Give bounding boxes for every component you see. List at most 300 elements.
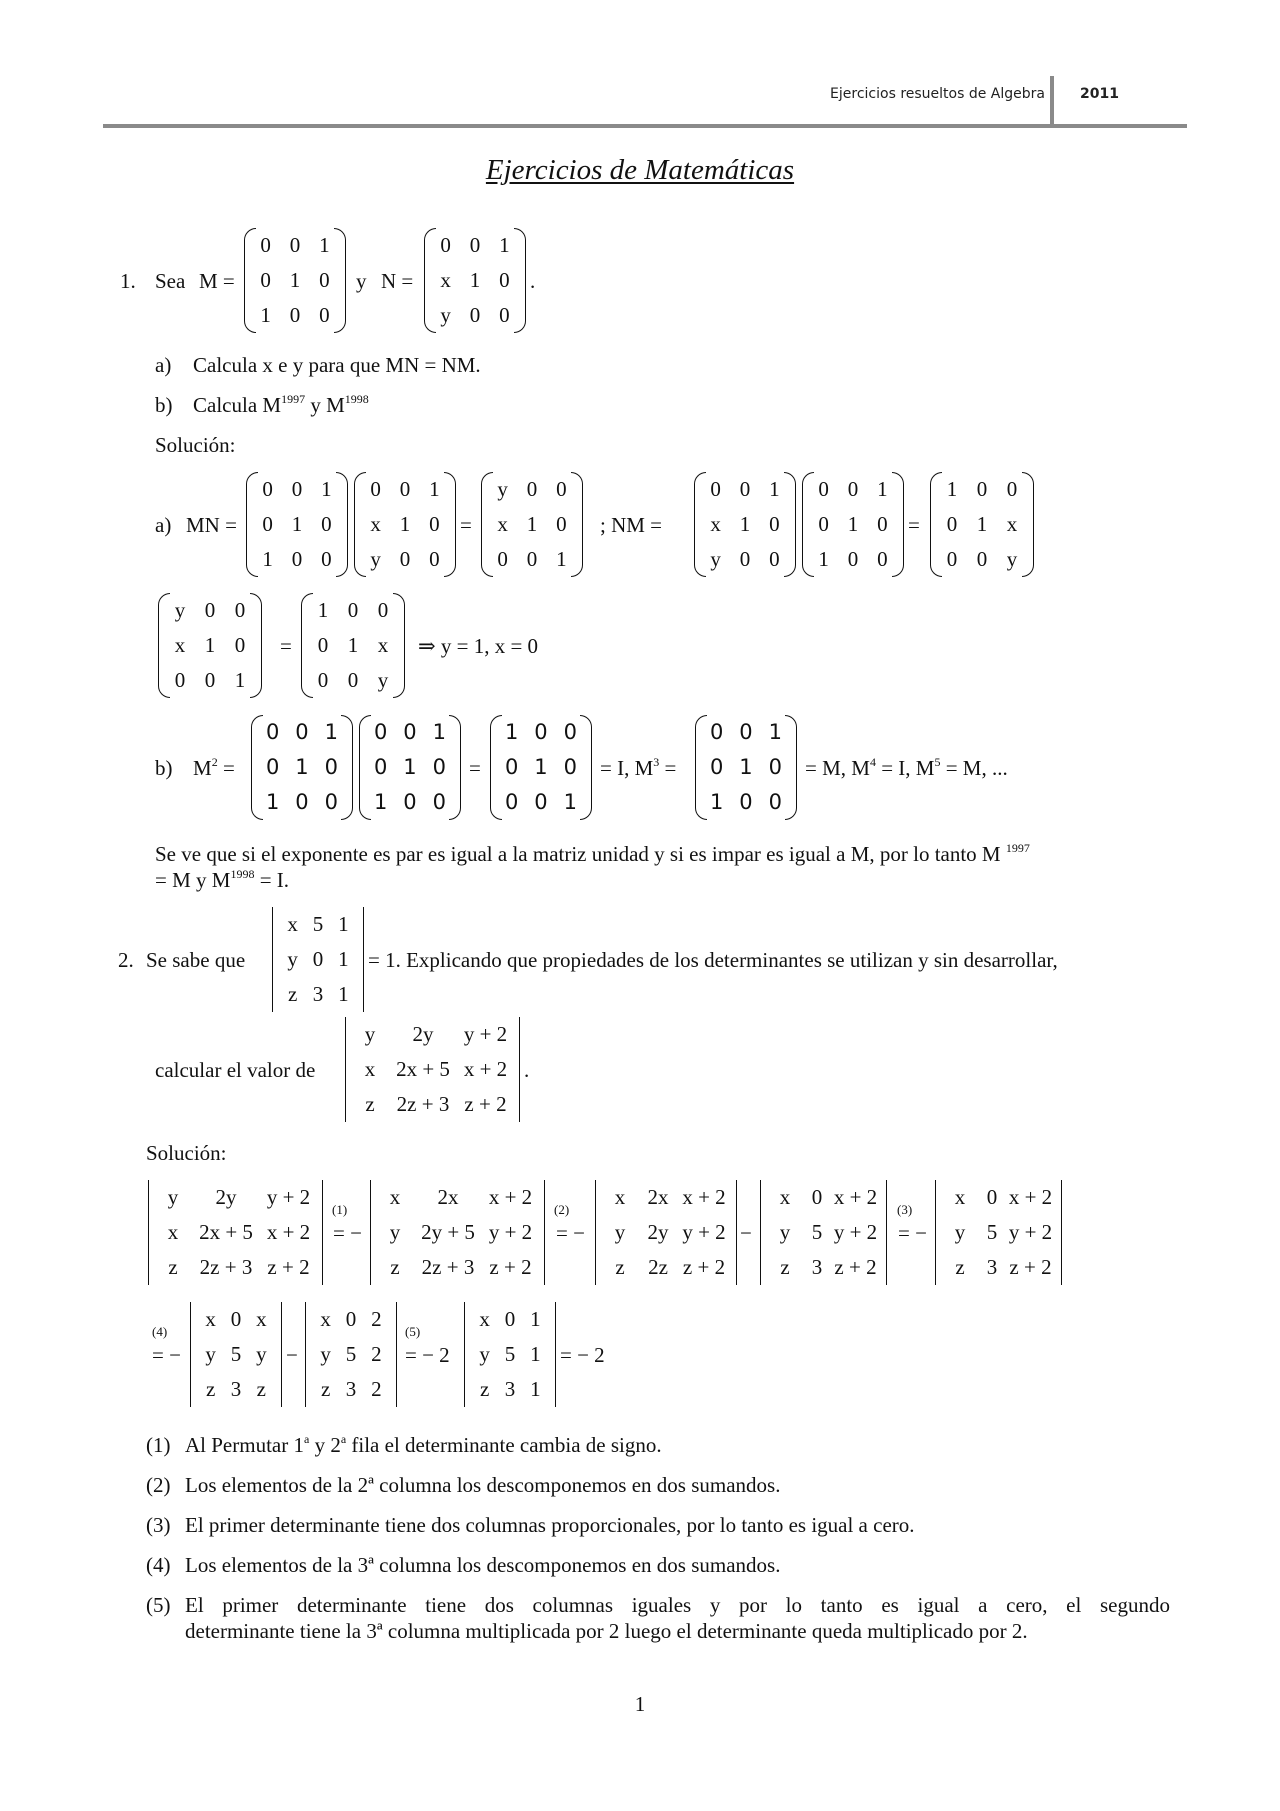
cell: 1 (338, 947, 349, 971)
cell: 0 (497, 547, 508, 571)
exercise-1-sea: Sea (155, 269, 186, 293)
solution-2-heading: Solución: (146, 1141, 227, 1165)
cell: y (440, 303, 451, 327)
cell: 3 (345, 1377, 357, 1401)
cell: 0 (373, 720, 388, 744)
cell: 0 (429, 512, 440, 536)
exercise-2-intro: Se sabe que (146, 948, 246, 972)
statement-period: . (530, 269, 536, 293)
running-header-title: Ejercicios resueltos de Algebra (830, 86, 1045, 102)
cell: 1 (295, 755, 309, 779)
step-1-mark: (1) (332, 1202, 348, 1217)
cell: 1 (946, 477, 958, 501)
cell: z (321, 1377, 331, 1401)
step-3-operator: = − (898, 1221, 927, 1245)
cell: 0 (710, 477, 721, 501)
m-squared-factor-1 (251, 715, 353, 820)
note-5-line-2: determinante tiene la 3ª columna multiplicada por 2 luego el determinante queda multiplicado por 2. (185, 1619, 1028, 1643)
cell: 0 (499, 303, 510, 327)
cell: y + 2 (1008, 1220, 1053, 1244)
cell: 0 (847, 477, 859, 501)
cell: 2y (412, 1022, 434, 1046)
cell: 1 (324, 720, 339, 744)
cell: 0 (432, 790, 447, 814)
cell: 0 (291, 547, 303, 571)
cell: 0 (556, 477, 567, 501)
chain-det-2 (370, 1180, 545, 1285)
cell: 0 (818, 512, 829, 536)
cell: y (1006, 547, 1018, 571)
cell: 0 (377, 598, 389, 622)
cell: x + 2 (682, 1185, 726, 1209)
cell: 1 (317, 598, 329, 622)
cell: 0 (321, 547, 332, 571)
cell: 5 (345, 1342, 357, 1366)
cell: 0 (847, 547, 859, 571)
cell: x (377, 633, 389, 657)
cell: 0 (526, 547, 538, 571)
cell: x (779, 1185, 791, 1209)
chain-det-3 (595, 1180, 737, 1285)
cell: 2x + 5 (396, 1057, 450, 1081)
cell: 1 (347, 633, 359, 657)
cell: y (167, 1185, 179, 1209)
cell: 0 (321, 512, 332, 536)
part-b-label: b) (155, 393, 173, 417)
cell: 0 (291, 477, 303, 501)
cell: y (954, 1220, 966, 1244)
solution-a-implication: ⇒ y = 1, x = 0 (418, 634, 539, 658)
cell: 2x (437, 1185, 459, 1209)
cell: y (710, 547, 721, 571)
cell: 0 (811, 1185, 823, 1209)
powers-pattern: = M, $M^4 = I$, $M^5 = M$, ... (805, 755, 1008, 780)
cell: 1 (338, 982, 349, 1006)
cell: y + 2 (833, 1220, 878, 1244)
cell: 0 (265, 755, 280, 779)
cell: 0 (312, 947, 324, 971)
part-b-text: Calcula $M^{1997}$ y $M^{1998}$ (193, 392, 369, 417)
cell: 0 (324, 790, 339, 814)
cell: x (1006, 512, 1018, 536)
cell: 2z + 3 (199, 1255, 253, 1279)
cell: y + 2 (463, 1022, 508, 1046)
cell: x (497, 512, 508, 536)
cell: 0 (709, 755, 724, 779)
matrix-n-label: N = (381, 269, 414, 293)
part-a-text: Calcula x e y para que MN = NM. (193, 353, 481, 377)
cell: 0 (504, 755, 519, 779)
mn-factor-m (246, 472, 348, 577)
cell: z (955, 1255, 965, 1279)
cell: 0 (739, 720, 753, 744)
cell: z (256, 1377, 266, 1401)
cell: 0 (440, 233, 451, 257)
cell: 2y + 5 (421, 1220, 475, 1244)
exercise-2-number: 2. (118, 948, 134, 972)
cell: y (779, 1220, 791, 1244)
cell: 1 (739, 512, 751, 536)
cell: x (370, 512, 381, 536)
chain-det-7 (305, 1302, 397, 1407)
cell: 1 (818, 547, 829, 571)
cell: 0 (265, 720, 280, 744)
mn-factor-n (354, 472, 456, 577)
nm-factor-m (802, 472, 904, 577)
cell: x (287, 912, 298, 936)
cell: x (205, 1307, 216, 1331)
cell: 0 (289, 303, 301, 327)
cell: x (364, 1057, 376, 1081)
cell: 1 (469, 268, 481, 292)
page-title: Ejercicios de Matemáticas (485, 154, 795, 186)
cell: 1 (526, 512, 538, 536)
cell: 1 (530, 1377, 541, 1401)
cell: 0 (563, 720, 578, 744)
given-determinant (272, 907, 364, 1012)
step-5-mark: (5) (405, 1324, 421, 1339)
cell: 0 (403, 790, 417, 814)
note-4-text: Los elementos de la 3ª columna los descomponemos en dos sumandos. (185, 1553, 781, 1577)
chain-minus-2: − (286, 1343, 298, 1367)
cell: 2z + 3 (421, 1255, 475, 1279)
cell: 1 (739, 755, 753, 779)
cell: 1 (709, 790, 724, 814)
target-period: . (524, 1058, 530, 1082)
mn-result (481, 472, 583, 577)
cell: x + 2 (1008, 1185, 1053, 1209)
cell: 5 (312, 912, 324, 936)
note-3-number: (3) (146, 1513, 171, 1537)
cell: 0 (499, 268, 510, 292)
cell: z (615, 1255, 625, 1279)
cell: z + 2 (682, 1255, 726, 1279)
cell: 0 (174, 668, 186, 692)
cell: 0 (769, 512, 780, 536)
cell: z + 2 (1009, 1255, 1052, 1279)
cell: 0 (230, 1307, 242, 1331)
cell: 3 (312, 982, 324, 1006)
cell: 0 (469, 233, 481, 257)
cell: 0 (319, 268, 330, 292)
cell: 0 (429, 547, 440, 571)
cell: 1 (319, 233, 330, 257)
cell: 0 (877, 547, 888, 571)
step-5-operator: = − 2 (405, 1343, 450, 1367)
cell: 0 (526, 477, 538, 501)
equation-right-matrix (301, 593, 405, 698)
solution-a-label: a) (155, 513, 172, 537)
cell: 0 (432, 755, 447, 779)
cell: 1 (289, 268, 301, 292)
nm-factor-n (694, 472, 796, 577)
step-1-operator: = − (333, 1221, 362, 1245)
step-2-operator: = − (556, 1221, 585, 1245)
header-separator (1050, 76, 1054, 124)
cell: 0 (262, 512, 273, 536)
cell: 0 (469, 303, 481, 327)
cell: x + 2 (833, 1185, 878, 1209)
m-squared-factor-2 (359, 715, 461, 820)
cell: z + 2 (489, 1255, 532, 1279)
nm-equals: = (908, 513, 920, 537)
header-rule (103, 124, 1187, 128)
cell: 0 (260, 233, 271, 257)
cell: 1 (769, 477, 780, 501)
cell: 0 (504, 790, 519, 814)
cell: 3 (811, 1255, 823, 1279)
cell: 0 (556, 512, 567, 536)
m-cubed-matrix (695, 715, 797, 820)
chain-det-5 (935, 1180, 1062, 1285)
step-4-operator: = − (152, 1343, 181, 1367)
cell: 0 (295, 790, 309, 814)
cell: 1 (399, 512, 411, 536)
m-squared-label: $M^2$ = (193, 755, 235, 780)
cell: z + 2 (267, 1255, 310, 1279)
chain-minus-1: − (740, 1221, 752, 1245)
cell: x (389, 1185, 401, 1209)
cell: z (206, 1377, 216, 1401)
cell: 0 (347, 598, 359, 622)
m-squared-equals: = (469, 756, 481, 780)
cell: 0 (739, 477, 751, 501)
cell: 2z (648, 1255, 668, 1279)
running-header-year: 2011 (1080, 86, 1119, 102)
cell: 2z + 3 (396, 1092, 450, 1116)
cell: y (614, 1220, 626, 1244)
cell: 1 (847, 512, 859, 536)
cell: 1 (260, 303, 271, 327)
mn-equals: = (460, 513, 472, 537)
mn-label: MN = (186, 513, 237, 537)
cell: 1 (877, 477, 888, 501)
cell: 0 (946, 547, 958, 571)
cell: y (389, 1220, 401, 1244)
solution-b-label: b) (155, 756, 173, 780)
cell: 1 (976, 512, 988, 536)
note-1-text: Al Permutar 1$^a$ y 2$^a$ fila el determinante cambia de signo. (185, 1432, 662, 1457)
part-a-label: a) (155, 353, 172, 377)
matrix-m-label: M = (199, 269, 235, 293)
and-word: y (356, 269, 367, 293)
cell: y + 2 (266, 1185, 311, 1209)
cell: 0 (347, 668, 359, 692)
cell: 2 (371, 1377, 382, 1401)
cell: 0 (534, 790, 548, 814)
cell: 0 (504, 1307, 516, 1331)
cell: 0 (317, 668, 329, 692)
cell: z + 2 (834, 1255, 877, 1279)
cell: 1 (204, 633, 216, 657)
calculate-text: calcular el valor de (155, 1058, 316, 1082)
step-4-mark: (4) (152, 1324, 168, 1339)
final-result: = − 2 (560, 1343, 605, 1367)
note-4-number: (4) (146, 1553, 171, 1577)
cell: 5 (811, 1220, 823, 1244)
cell: 0 (877, 512, 888, 536)
chain-det-6 (190, 1302, 282, 1407)
cell: 1 (291, 512, 303, 536)
chain-det-8 (464, 1302, 556, 1407)
step-2-mark: (2) (554, 1202, 570, 1217)
cell: 2 (371, 1342, 382, 1366)
cell: y (287, 947, 298, 971)
nm-label: ; NM = (600, 513, 663, 537)
cell: 0 (345, 1307, 357, 1331)
cell: 0 (739, 547, 751, 571)
cell: 2x (647, 1185, 669, 1209)
cell: 0 (739, 790, 753, 814)
equation-left-matrix (158, 593, 262, 698)
cell: x (710, 512, 721, 536)
target-determinant (345, 1017, 520, 1122)
cell: 1 (403, 755, 417, 779)
cell: z (780, 1255, 790, 1279)
cell: 0 (234, 633, 246, 657)
cell: 1 (338, 912, 349, 936)
cell: y + 2 (488, 1220, 533, 1244)
cell: 0 (234, 598, 246, 622)
cell: 1 (530, 1342, 541, 1366)
cell: 0 (709, 720, 724, 744)
cell: 0 (769, 547, 780, 571)
cell: 5 (504, 1342, 516, 1366)
cell: 0 (373, 755, 388, 779)
cell: 5 (230, 1342, 242, 1366)
cell: 0 (818, 477, 829, 501)
cell: 0 (986, 1185, 998, 1209)
cell: 0 (976, 477, 988, 501)
cell: 0 (260, 268, 271, 292)
solution-1-heading: Solución: (155, 433, 236, 457)
cell: z (365, 1092, 375, 1116)
cell: y (364, 1022, 376, 1046)
cell: 1 (563, 790, 578, 814)
chain-det-1 (148, 1180, 323, 1285)
cell: 0 (563, 755, 578, 779)
cell: x (954, 1185, 966, 1209)
exercise-1-number: 1. (120, 269, 136, 293)
note-2-number: (2) (146, 1473, 171, 1497)
cell: x (479, 1307, 490, 1331)
cell: y (377, 668, 389, 692)
note-2-text: Los elementos de la 2ª columna los descomponemos en dos sumandos. (185, 1473, 781, 1497)
cell: 1 (432, 720, 447, 744)
conclusion-line-1: Se ve que si el exponente es par es igual a la matriz unidad y si es impar es igual a M, por lo tanto M $^{1997}$ (155, 841, 1030, 866)
cell: 1 (234, 668, 246, 692)
cell: 2y (647, 1220, 669, 1244)
cell: x (320, 1307, 331, 1331)
cell: 0 (976, 547, 988, 571)
cell: x (256, 1307, 267, 1331)
cell: 1 (429, 477, 440, 501)
cell: 0 (403, 720, 417, 744)
cell: z (168, 1255, 178, 1279)
cell: 0 (289, 233, 301, 257)
cell: 2x + 5 (199, 1220, 253, 1244)
cell: x + 2 (266, 1220, 311, 1244)
cell: 0 (204, 598, 216, 622)
cell: z (288, 982, 298, 1006)
matrix-n (424, 228, 526, 333)
note-3-text: El primer determinante tiene dos columnas proporcionales, por lo tanto es igual a cero. (185, 1513, 915, 1537)
cell: 1 (530, 1307, 541, 1331)
cell: x (167, 1220, 179, 1244)
step-3-mark: (3) (897, 1202, 913, 1217)
cell: 0 (399, 477, 411, 501)
cell: y + 2 (682, 1220, 726, 1244)
note-1-number: (1) (146, 1433, 171, 1457)
cell: x + 2 (463, 1057, 508, 1081)
cell: 0 (319, 303, 330, 327)
identity-matrix (490, 715, 592, 820)
cell: 1 (321, 477, 332, 501)
cell: 0 (399, 547, 411, 571)
cell: y (370, 547, 381, 571)
cell: y (497, 477, 508, 501)
cell: 1 (373, 790, 388, 814)
m-cubed-label: = I, $M^3$ = (600, 755, 677, 780)
cell: 0 (768, 790, 783, 814)
cell: z (390, 1255, 400, 1279)
cell: x (614, 1185, 626, 1209)
cell: 1 (534, 755, 548, 779)
cell: z (480, 1377, 490, 1401)
cell: 0 (204, 668, 216, 692)
cell: 0 (262, 477, 273, 501)
cell: 0 (370, 477, 381, 501)
cell: 3 (504, 1377, 516, 1401)
matrix-m (244, 228, 346, 333)
cell: 1 (556, 547, 567, 571)
cell: 2 (371, 1307, 382, 1331)
note-5-number: (5) (146, 1593, 171, 1617)
cell: y (174, 598, 186, 622)
conclusion-line-2: = M y $M^{1998} = I$. (155, 867, 290, 892)
cell: y (479, 1342, 490, 1366)
cell: x (174, 633, 186, 657)
cell: 0 (946, 512, 958, 536)
cell: y (205, 1342, 216, 1366)
cell: 0 (534, 720, 548, 744)
cell: 2y (215, 1185, 237, 1209)
page-number: 1 (634, 1692, 646, 1716)
nm-result (930, 472, 1034, 577)
cell: 0 (768, 755, 783, 779)
cell: 1 (265, 790, 280, 814)
cell: 1 (262, 547, 273, 571)
cell: x + 2 (488, 1185, 533, 1209)
cell: 0 (317, 633, 329, 657)
cell: 1 (768, 720, 783, 744)
cell: y (320, 1342, 331, 1366)
note-5-line-1: El primer determinante tiene dos columnas iguales y por lo tanto es igual a cero, el segundo (185, 1593, 1170, 1617)
cell: 3 (986, 1255, 998, 1279)
exercise-2-statement: = 1. Explicando que propiedades de los determinantes se utilizan y sin desarrollar, (368, 948, 1058, 972)
cell: 0 (295, 720, 309, 744)
cell: 5 (986, 1220, 998, 1244)
cell: y (256, 1342, 267, 1366)
equation-equals: = (280, 634, 292, 658)
chain-det-4 (760, 1180, 887, 1285)
cell: z + 2 (464, 1092, 507, 1116)
cell: x (440, 268, 451, 292)
cell: 0 (324, 755, 339, 779)
cell: 3 (230, 1377, 242, 1401)
cell: 1 (499, 233, 510, 257)
cell: 1 (504, 720, 519, 744)
